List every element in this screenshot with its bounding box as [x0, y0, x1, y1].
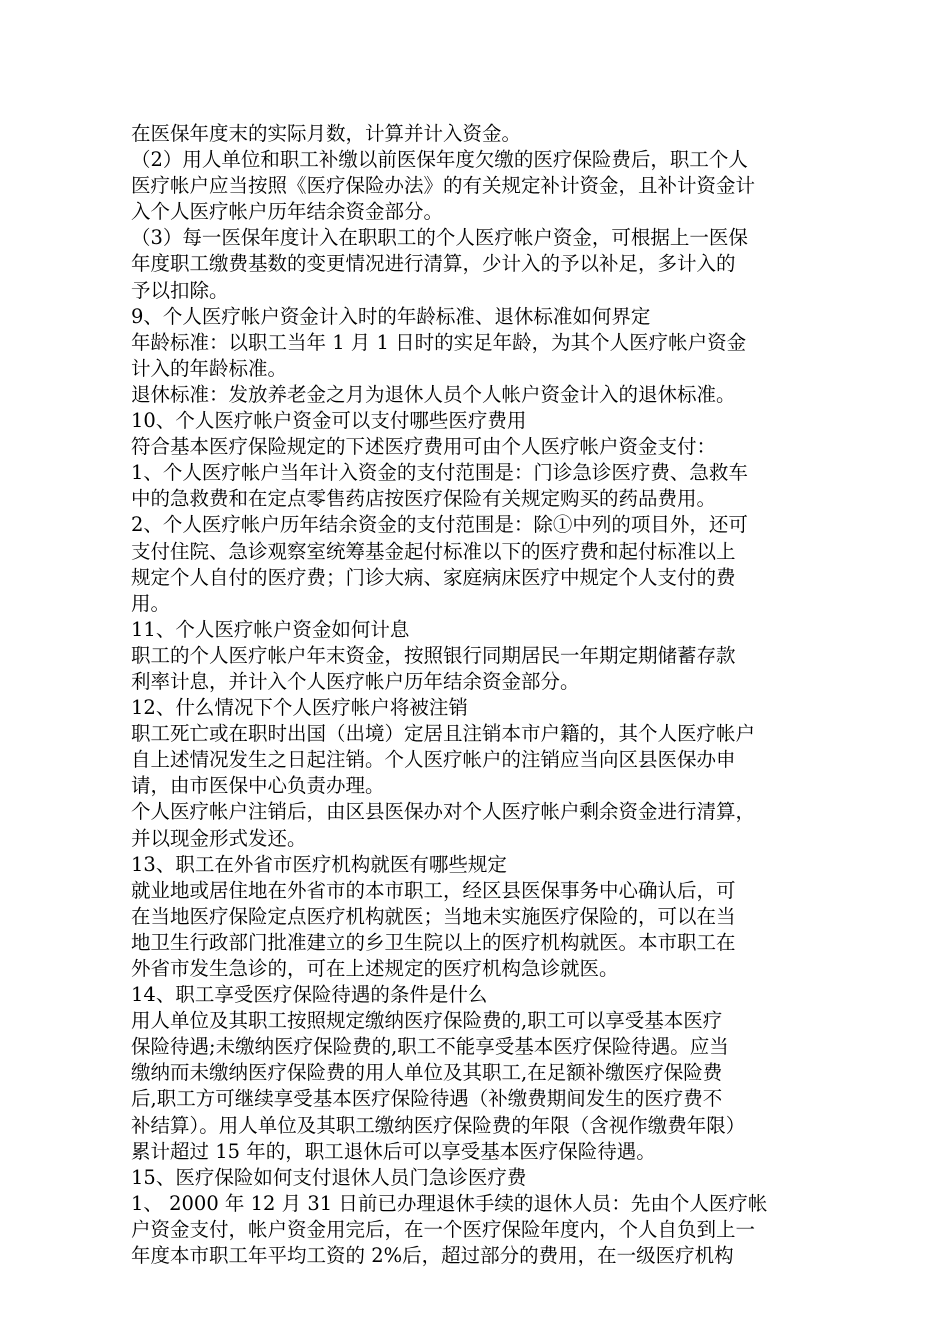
text-line: 9、个人医疗帐户资金计入时的年龄标准、退休标准如何界定 — [131, 304, 651, 328]
text-line: 退休标准：发放养老金之月为退休人员个人帐户资金计入的退休标准。 — [131, 382, 736, 406]
text-line: 请，由市医保中心负责办理。 — [131, 774, 385, 798]
text-line: 年度本市职工年平均工资的 2%后，超过部分的费用，在一级医疗机构 — [131, 1244, 734, 1268]
text-line: 在医保年度末的实际月数，计算并计入资金。 — [131, 122, 522, 145]
text-line: 累计超过 15 年的，职工退休后可以享受基本医疗保险待遇。 — [131, 1139, 656, 1163]
text-line: 年度职工缴费基数的变更情况进行清算，少计入的予以补足，多计入的 — [131, 252, 736, 276]
text-line: 地卫生行政部门批准建立的乡卫生院以上的医疗机构就医。本市职工在 — [131, 930, 736, 954]
text-line: 职工的个人医疗帐户年末资金，按照银行同期居民一年期定期储蓄存款 — [131, 643, 736, 667]
text-line: 医疗帐户应当按照《医疗保险办法》的有关规定补计资金，且补计资金计 — [131, 174, 756, 198]
text-line: 1、个人医疗帐户当年计入资金的支付范围是：门诊急诊医疗费、急救车 — [131, 461, 748, 485]
text-line: 符合基本医疗保险规定的下述医疗费用可由个人医疗帐户资金支付： — [131, 435, 717, 459]
text-line: 予以扣除。 — [131, 278, 229, 302]
text-line: 利率计息，并计入个人医疗帐户历年结余资金部分。 — [131, 669, 580, 693]
text-line: 用人单位及其职工按照规定缴纳医疗保险费的,职工可以享受基本医疗 — [131, 1009, 723, 1033]
text-line: 后,职工方可继续享受基本医疗保险待遇（补缴费期间发生的医疗费不 — [131, 1087, 723, 1111]
text-line: 补结算）。用人单位及其职工缴纳医疗保险费的年限（含视作缴费年限） — [131, 1113, 746, 1137]
text-line: 12、什么情况下个人医疗帐户将被注销 — [131, 696, 468, 720]
text-line: 个人医疗帐户注销后，由区县医保办对个人医疗帐户剩余资金进行清算， — [131, 800, 756, 824]
text-line: 保险待遇;未缴纳医疗保险费的,职工不能享受基本医疗保险待遇。应当 — [131, 1035, 729, 1059]
text-line: 入个人医疗帐户历年结余资金部分。 — [131, 200, 444, 224]
text-line: 在当地医疗保险定点医疗机构就医；当地未实施医疗保险的，可以在当 — [131, 904, 736, 928]
text-line: 规定个人自付的医疗费；门诊大病、家庭病床医疗中规定个人支付的费 — [131, 565, 736, 589]
text-line: 1、 2000 年 12 月 31 日前已办理退休手续的退休人员：先由个人医疗帐 — [131, 1191, 768, 1215]
text-line: 年龄标准：以职工当年 1 月 1 日时的实足年龄，为其个人医疗帐户资金 — [131, 330, 747, 354]
text-line: 就业地或居住地在外省市的本市职工，经区县医保事务中心确认后，可 — [131, 878, 736, 902]
text-line: 计入的年龄标准。 — [131, 356, 288, 380]
text-line: 缴纳而未缴纳医疗保险费的用人单位及其职工,在足额补缴医疗保险费 — [131, 1061, 723, 1085]
text-line: 13、职工在外省市医疗机构就医有哪些规定 — [131, 852, 507, 876]
text-line: 户资金支付，帐户资金用完后，在一个医疗保险年度内，个人自负到上一 — [131, 1217, 756, 1241]
text-line: 11、个人医疗帐户资金如何计息 — [131, 617, 410, 641]
document-body — [131, 121, 831, 1269]
text-line: 10、个人医疗帐户资金可以支付哪些医疗费用 — [131, 409, 527, 433]
text-line: （2）用人单位和职工补缴以前医保年度欠缴的医疗保险费后，职工个人 — [131, 148, 748, 172]
text-line: 自上述情况发生之日起注销。个人医疗帐户的注销应当向区县医保办申 — [131, 748, 736, 772]
text-line: （3）每一医保年度计入在职职工的个人医疗帐户资金，可根据上一医保 — [131, 226, 748, 250]
text-line: 并以现金形式发还。 — [131, 826, 307, 850]
text-line: 支付住院、急诊观察室统筹基金起付标准以下的医疗费和起付标准以上 — [131, 539, 736, 563]
text-line: 职工死亡或在职时出国（出境）定居且注销本市户籍的，其个人医疗帐户 — [131, 722, 756, 746]
text-line: 外省市发生急诊的，可在上述规定的医疗机构急诊就医。 — [131, 957, 619, 980]
text-line: 15、医疗保险如何支付退休人员门急诊医疗费 — [131, 1165, 527, 1189]
text-line: 14、职工享受医疗保险待遇的条件是什么 — [131, 983, 488, 1007]
text-line: 中的急救费和在定点零售药店按医疗保险有关规定购买的药品费用。 — [131, 487, 717, 511]
text-line: 用。 — [131, 591, 171, 615]
text-line: 2、个人医疗帐户历年结余资金的支付范围是：除①中列的项目外，还可 — [131, 513, 748, 537]
